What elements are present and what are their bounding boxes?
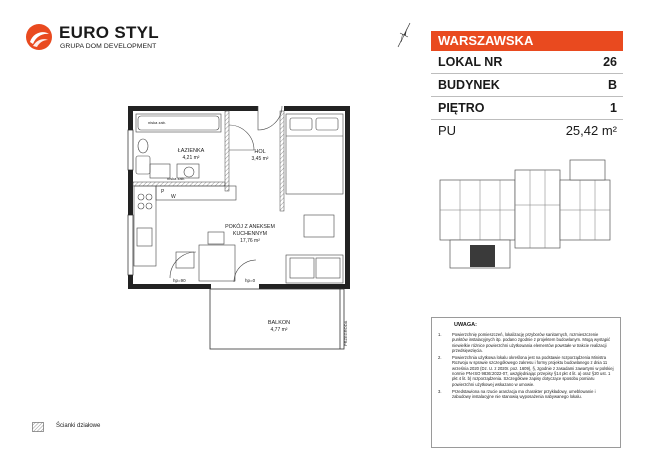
room-name-balcony: BALKON <box>267 320 291 326</box>
room-name-living-line2: KUCHENNYM <box>232 231 268 237</box>
low-wall-note-bottom: niska zab. <box>167 176 186 181</box>
room-name-living-line1: POKÓJ Z ANEKSEM <box>225 224 275 230</box>
note-item <box>438 355 614 387</box>
kitchen-counter <box>134 186 236 266</box>
brand-name: EURO STYL <box>59 23 159 42</box>
outer-walls <box>128 106 350 289</box>
info-value: 1 <box>610 101 617 115</box>
bed <box>286 114 343 194</box>
info-label: BUDYNEK <box>438 78 500 92</box>
note-number: 2. <box>438 355 442 361</box>
note-item <box>438 389 614 400</box>
note-item <box>438 332 614 353</box>
room-name-bathroom: ŁAZIENKA <box>177 148 205 154</box>
north-arrow-icon <box>394 22 414 48</box>
note-text: Powierzchnia użytkowa lokalu określona jest na podstawie rozporządzenia Ministra Rozwoju w sprawie szczegółowego zakresu i formy projektu budowlanego z dnia 11 września 2020 (Dz. U. z 2020r. poz. 1609), §, zgodnie z zasadami zawartymi w polskiej normie PN-ISO 9836:2022-07, uwzględniając przepisy §14 pkt 4 lit. a) oraz §20 ust. 1 pkt 4 lit. b) rozporządzenia. Szczegółowe zapisy dotyczące sposobu pomiaru powierzchni użytkowej wskazano w umowie. <box>452 355 614 387</box>
investment-name: WARSZAWSKA <box>431 31 623 51</box>
balcony-outline <box>210 289 344 349</box>
dining-set <box>176 232 235 281</box>
low-wall-note-top: niska zab. <box>148 120 167 125</box>
notes-title: UWAGA: <box>454 322 477 328</box>
partition-label: PRZEGRODA <box>343 320 348 346</box>
brand-tagline: GRUPA DOM DEVELOPMENT <box>60 43 157 50</box>
sofa <box>286 255 343 283</box>
info-label: PIĘTRO <box>438 101 485 115</box>
info-value: 26 <box>603 55 617 69</box>
info-value: 25,42 m² <box>565 123 617 138</box>
info-row-unit-number <box>431 51 623 74</box>
room-area-bathroom: 4,21 m² <box>182 155 200 161</box>
note-number: 1. <box>438 332 442 337</box>
info-row-building <box>431 74 623 97</box>
room-area-balcony: 4,77 m² <box>270 327 288 333</box>
info-row-floor <box>431 97 623 120</box>
notes-box <box>431 317 621 448</box>
washer-symbol: P <box>161 189 165 195</box>
partition-hatch-icon <box>32 422 44 432</box>
floor-plan <box>114 100 364 360</box>
room-area-hall: 3,45 m² <box>251 156 269 162</box>
room-name-hall: HOL <box>254 149 266 155</box>
euro-styl-logo-icon <box>24 22 54 52</box>
legend-label: Ścianki działowe <box>56 423 101 429</box>
info-label: LOKAL NR <box>438 55 503 69</box>
building-key-plan <box>430 150 620 280</box>
unit-info-table <box>431 31 623 142</box>
height-note-right: hp=0 <box>245 278 256 283</box>
note-text: Powierzchnię pomieszczeń, lokalizację przyborów sanitarnych, rozmieszczenie punktów instalacyjnych itp. podano zgodnie z projektem budowlanym. Mogą wystąpić niewielkie różnice powierzchni użytkowania elementów powstałe w trakcie realizacji przedsięwzięcia. <box>452 332 611 353</box>
info-row-usable-area <box>431 120 623 142</box>
table <box>304 215 334 237</box>
note-text: Przedstawiona na rzucie aranżacja ma charakter przykładowy, umeblowanie i zabudowy instalacyjne nie stanowią wyposażenia nabywanego lokalu. <box>452 388 596 400</box>
note-number: 3. <box>438 388 442 394</box>
fridge-symbol: W <box>171 194 176 200</box>
height-note-left: hp=90 <box>173 278 186 283</box>
info-value: B <box>607 78 617 92</box>
highlighted-unit <box>470 245 495 267</box>
room-area-living: 17,76 m² <box>240 238 260 244</box>
brand-logo <box>24 22 159 58</box>
info-label: PU <box>438 123 457 138</box>
